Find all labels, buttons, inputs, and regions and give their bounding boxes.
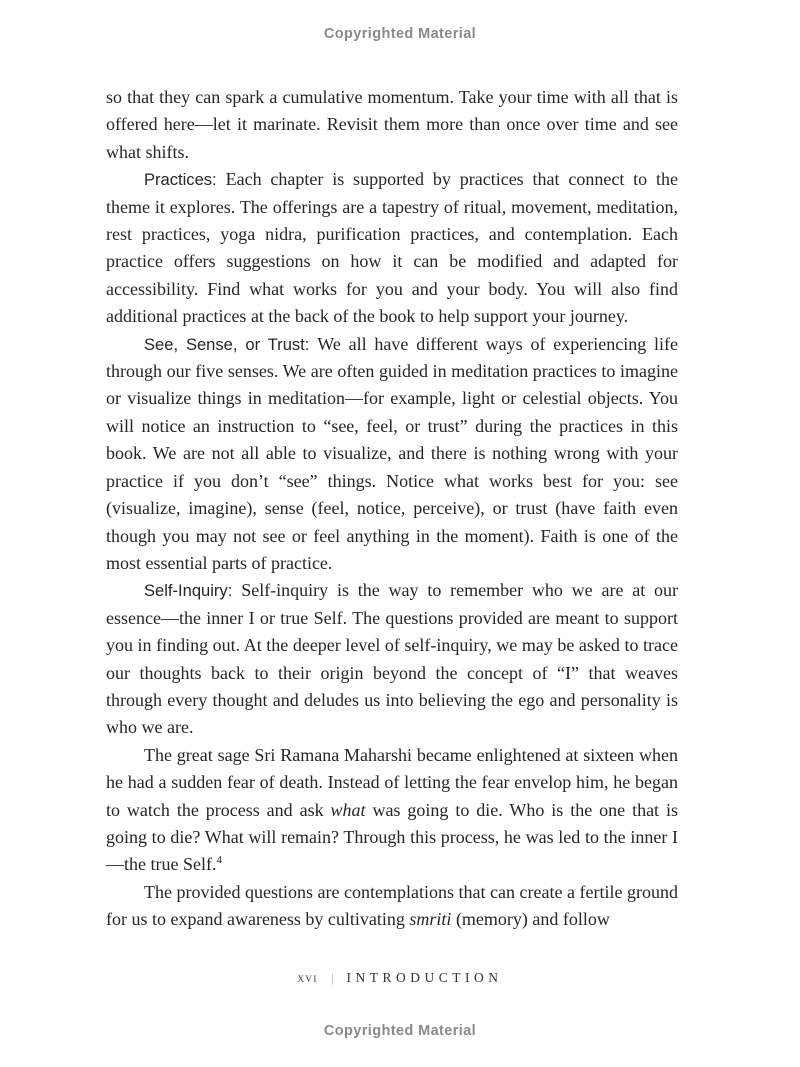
paragraph-provided-questions: [106, 879, 678, 934]
page-number: xvi: [297, 970, 318, 985]
text-run: was going to die. Who is the one that is going to die? What will remain? Through this process, he was led to the inner I—the true Self.: [106, 799, 678, 875]
footnote-marker: 4: [216, 854, 222, 867]
term-label: See, Sense, or Trust:: [144, 334, 318, 354]
paragraph-see-sense-trust: [106, 331, 678, 578]
section-title: INTRODUCTION: [346, 970, 503, 985]
copyright-notice-bottom: Copyrighted Material: [323, 1023, 477, 1039]
copyright-notice-top: Copyrighted Material: [323, 26, 477, 42]
footer-separator: |: [330, 970, 334, 985]
paragraph-practices: [106, 166, 678, 330]
paragraph: [106, 84, 678, 166]
text-run: Each chapter is supported by practices that connect to the theme it explores. The offerings are a tapestry of ritual, movement, meditation, rest practices, yoga nidra, purification practices, and contemplation. Each practice offers suggestions on how it can be modified and adapted for accessibility. Find what works for you and your body. You will also find additional practices at the back of the book to help support your journey.: [106, 169, 679, 327]
text-run: so that they can spark a cumulative momentum. Take your time with all that is offered here—let it marinate. Revisit them more than once over time and see what shifts.: [106, 87, 678, 162]
italic-term: smriti: [409, 909, 452, 930]
text-run: (memory) and follow: [451, 909, 610, 930]
italic-term: what: [330, 799, 366, 820]
page-body: [106, 84, 678, 934]
text-run: Self-inquiry is the way to remember who we are at our essence—the inner I or true Self. The questions provided are meant to support you in finding out. At the deeper level of self-inquiry, we may be asked to trace our thoughts back to their origin beyond the concept of “I” that weaves through every thought and deludes us into believing the ego and personality is who we are.: [106, 580, 679, 738]
text-run: The provided questions are contemplations that can create a fertile ground for us to expand awareness by cultivating: [106, 881, 678, 930]
term-label: Self-Inquiry:: [144, 581, 242, 601]
paragraph-ramana-maharshi: [106, 742, 678, 879]
term-label: Practices:: [144, 170, 226, 190]
text-run: The great sage Sri Ramana Maharshi became enlightened at sixteen when he had a sudden fear of death. Instead of letting the fear envelop him, he began to watch the process and ask: [106, 744, 678, 820]
page-footer: [0, 969, 800, 987]
paragraph-self-inquiry: [106, 577, 678, 741]
text-run: We all have different ways of experiencing life through our five senses. We are often guided in meditation practices to imagine or visualize things in meditation—for example, light or celestial objects. You will notice an instruction to “see, feel, or trust” during the practices in this book. We are not all able to visualize, and there is nothing wrong with your practice if you don’t “see” things. Notice what works best for you: see (visualize, imagine), sense (feel, notice, perceive), or trust (have faith even though you may not see or feel anything in the moment). Faith is one of the most essential parts of practice.: [106, 333, 678, 573]
